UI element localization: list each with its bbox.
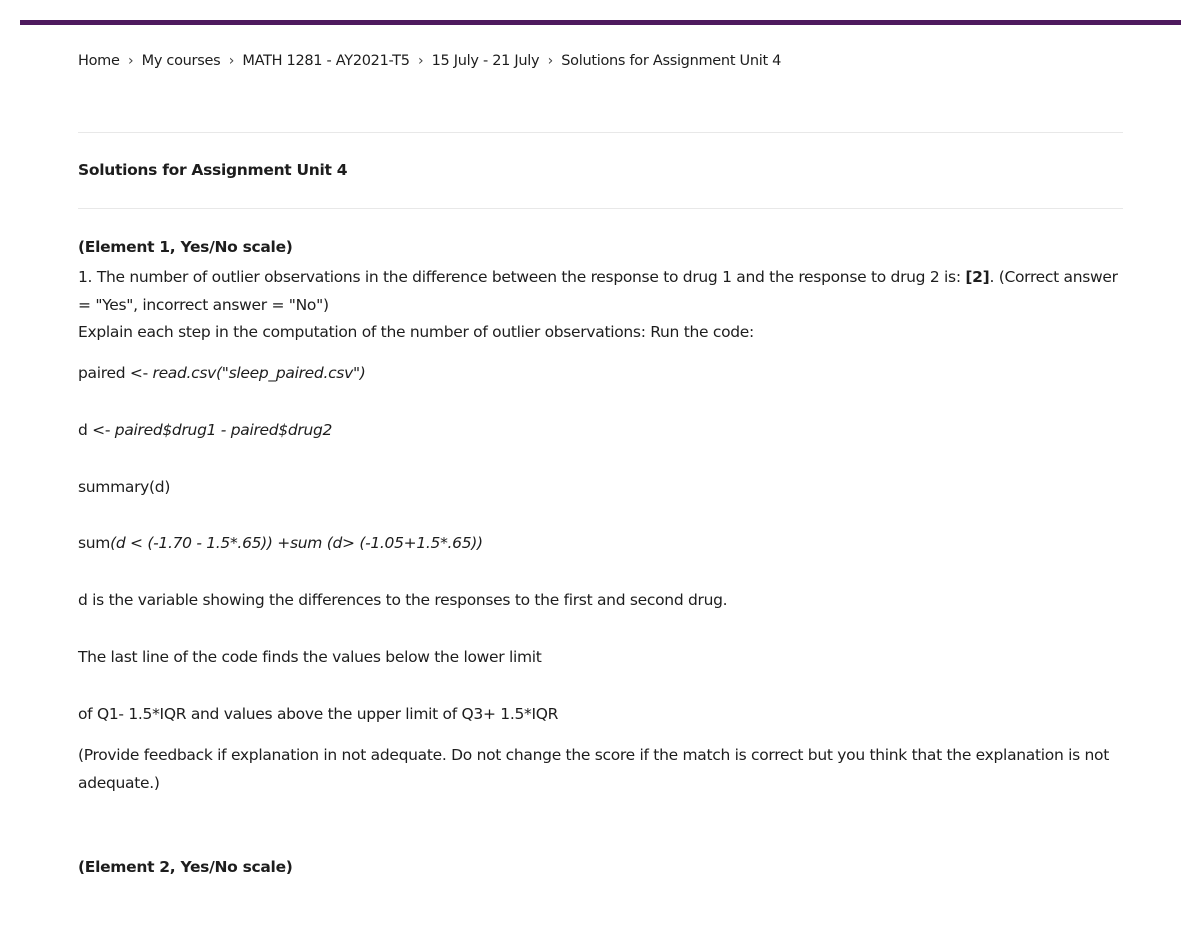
question-1-tail: . (Correct answer = "Yes", incorrect answer = "No") [78, 268, 1118, 314]
top-accent-bar [20, 20, 1181, 25]
code-line-1 [78, 364, 1123, 382]
explain-text: Explain each step in the computation of the number of outlier observations: Run the code: [78, 323, 754, 341]
code-line-1-expr: read.csv("sleep_paired.csv") [152, 364, 366, 382]
question-1-answer: [2] [965, 268, 990, 286]
code-line-2-expr: paired$drug1 - paired$drug2 [114, 421, 333, 439]
chevron-right-icon: › [547, 53, 553, 69]
code-line-2-prefix: d <- [78, 421, 115, 439]
code-line-4-expr: (d < (-1.70 - 1.5*.65)) +sum (d> (-1.05+1.5*.65)) [110, 534, 483, 552]
description-2: The last line of the code finds the values below the lower limit [78, 648, 542, 666]
page-title: Solutions for Assignment Unit 4 [78, 161, 348, 179]
code-line-4 [78, 534, 1123, 552]
chevron-right-icon: › [417, 53, 424, 69]
breadcrumb [78, 53, 781, 69]
chevron-right-icon: › [127, 53, 134, 69]
element1-heading: (Element 1, Yes/No scale) [78, 238, 293, 256]
chevron-right-icon: › [228, 53, 235, 69]
breadcrumb-week[interactable]: 15 July - 21 July [431, 53, 540, 69]
divider [78, 132, 1123, 133]
code-line-2 [78, 421, 1123, 439]
description-1: d is the variable showing the differences to the responses to the first and second drug. [78, 591, 728, 609]
feedback-note: (Provide feedback if explanation in not adequate. Do not change the score if the match is correct but you think that the explanation is not adequate.) [78, 746, 1109, 792]
code-line-3: summary(d) [78, 478, 171, 496]
question-1 [78, 263, 1123, 319]
code-line-1-prefix: paired <- [78, 364, 153, 382]
description-3: of Q1- 1.5*IQR and values above the upper limit of Q3+ 1.5*IQR [78, 705, 559, 723]
breadcrumb-home[interactable]: Home [78, 53, 120, 69]
code-line-4-prefix: sum [78, 534, 111, 552]
question-1-text: 1. The number of outlier observations in the difference between the response to drug 1 and the response to drug 2 is: [78, 268, 966, 286]
breadcrumb-course[interactable]: MATH 1281 - AY2021-T5 [242, 53, 410, 69]
element2-heading: (Element 2, Yes/No scale) [78, 858, 293, 876]
divider [78, 208, 1123, 209]
breadcrumb-my-courses[interactable]: My courses [141, 53, 221, 69]
breadcrumb-current-page[interactable]: Solutions for Assignment Unit 4 [561, 53, 782, 69]
